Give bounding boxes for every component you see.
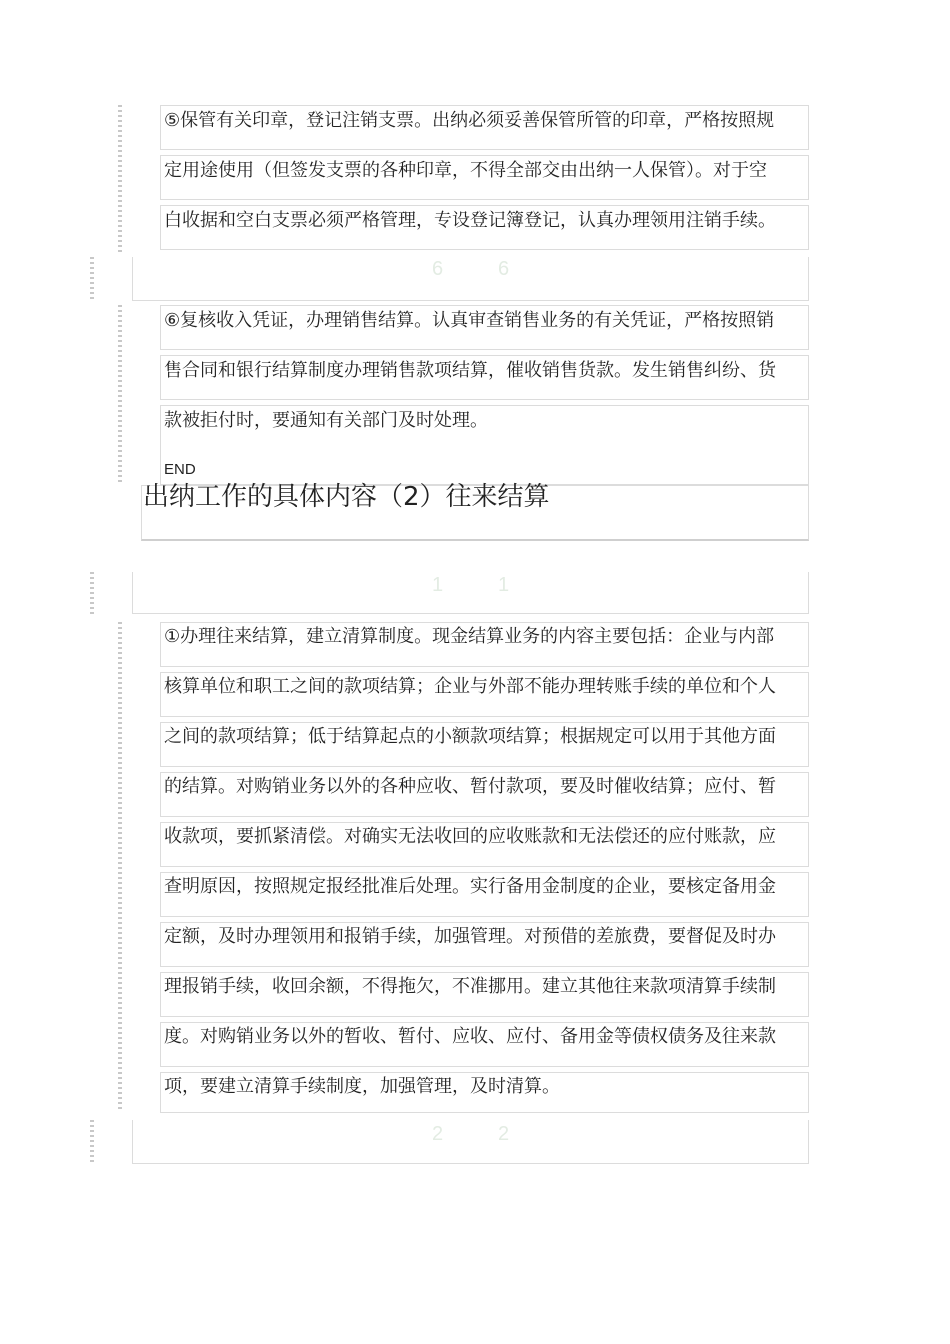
paragraph-line: ⑥复核收入凭证，办理销售结算。认真审查销售业务的有关凭证，严格按照销 <box>164 310 775 331</box>
margin-dots <box>90 257 94 301</box>
paragraph-line: 收款项，要抓紧清偿。对确实无法收回的应收账款和无法偿还的应付账款，应 <box>164 826 776 847</box>
margin-dots <box>118 305 122 485</box>
page-number-mark: 2 <box>498 1123 510 1145</box>
page-number-mark: 6 <box>432 258 444 280</box>
paragraph-line: 查明原因，按照规定报经批准后处理。实行备用金制度的企业，要核定备用金 <box>164 876 776 897</box>
paragraph-line: 之间的款项结算；低于结算起点的小额款项结算；根据规定可以用于其他方面 <box>164 726 776 747</box>
paragraph-line: 核算单位和职工之间的款项结算；企业与外部不能办理转账手续的单位和个人 <box>164 676 776 697</box>
margin-dots <box>90 1120 94 1164</box>
margin-dots <box>118 622 122 1112</box>
paragraph-line: 度。对购销业务以外的暂收、暂付、应收、应付、备用金等债权债务及往来款 <box>164 1026 776 1047</box>
paragraph-line: 白收据和空白支票必须严格管理，专设登记簿登记，认真办理领用注销手续。 <box>164 210 776 231</box>
paragraph-line: 理报销手续，收回余额，不得拖欠，不准挪用。建立其他往来款项清算手续制 <box>164 976 776 997</box>
paragraph-line: 的结算。对购销业务以外的各种应收、暂付款项，要及时催收结算；应付、暂 <box>164 776 776 797</box>
margin-dots <box>118 105 122 253</box>
paragraph-line: 定额，及时办理领用和报销手续，加强管理。对预借的差旅费，要督促及时办 <box>164 926 776 947</box>
paragraph-line: 定用途使用（但签发支票的各种印章，不得全部交由出纳一人保管）。对于空 <box>164 160 767 181</box>
page-break-frame <box>132 572 809 614</box>
page-break-frame <box>132 1120 809 1164</box>
margin-dots <box>90 572 94 614</box>
page-break-frame <box>132 257 809 301</box>
section-heading: 出纳工作的具体内容（2）往来结算 <box>143 482 550 512</box>
page-number-mark: 1 <box>432 574 444 596</box>
paragraph-line: ①办理往来结算，建立清算制度。现金结算业务的内容主要包括：企业与内部 <box>164 626 775 647</box>
page-number-mark: 1 <box>498 574 510 596</box>
paragraph-line: 售合同和银行结算制度办理销售款项结算，催收销售货款。发生销售纠纷、货 <box>164 360 776 381</box>
end-label: END <box>164 461 196 478</box>
page-number-mark: 2 <box>432 1123 444 1145</box>
page-number-mark: 6 <box>498 258 510 280</box>
paragraph-line: ⑤保管有关印章，登记注销支票。出纳必须妥善保管所管的印章，严格按照规 <box>164 110 775 131</box>
paragraph-line: 项，要建立清算手续制度，加强管理，及时清算。 <box>164 1076 560 1097</box>
paragraph-line: 款被拒付时，要通知有关部门及时处理。 <box>164 410 488 431</box>
